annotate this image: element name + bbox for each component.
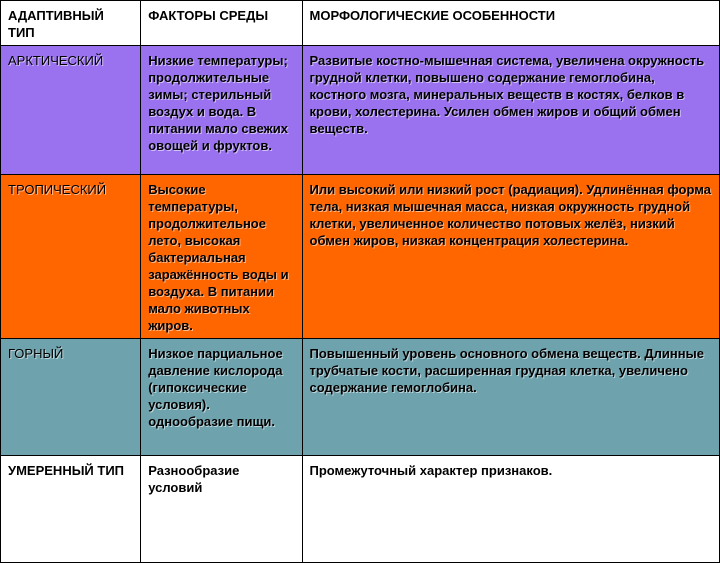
- row-type-mountain: ГОРНЫЙ: [1, 339, 141, 456]
- row-type-tropic: ТРОПИЧЕСКИЙ: [1, 175, 141, 339]
- row-features-tropic: Или высокий или низкий рост (радиация). Удлинённая форма тела, низкая мышечная масса, низкая окружность грудной клетки, увеличенное количество потовых желёз, низкий обмен жиров, низкая концентрация холестерина.: [302, 175, 720, 339]
- table-header-row: [1, 1, 720, 46]
- row-factors-tropic: Высокие температуры, продолжительное лето, высокая бактериальная заражённость воды и воздуха. В питании мало животных жиров.: [141, 175, 302, 339]
- row-factors-arctic: Низкие температуры; продолжительные зимы; стерильный воздух и вода. В питании мало свежих овощей и фруктов.: [141, 46, 302, 175]
- row-factors-mountain: Низкое парциальное давление кислорода (гипоксические условия). однообразие пищи.: [141, 339, 302, 456]
- row-features-temperate: Промежуточный характер признаков.: [302, 456, 720, 563]
- row-type-temperate: УМЕРЕННЫЙ ТИП: [1, 456, 141, 563]
- header-features: МОРФОЛОГИЧЕСКИЕ ОСОБЕННОСТИ: [302, 1, 720, 46]
- header-type: АДАПТИВНЫЙ ТИП: [1, 1, 141, 46]
- header-factors: ФАКТОРЫ СРЕДЫ: [141, 1, 302, 46]
- row-features-arctic: Развитые костно-мышечная система, увеличена окружность грудной клетки, повышено содержание гемоглобина, костного мозга, минеральных веществ в костях, белков в крови, холестерина. Усилен обмен жиров и общий обмен веществ.: [302, 46, 720, 175]
- table-row: [1, 175, 720, 339]
- table-row: [1, 456, 720, 563]
- table-row: [1, 339, 720, 456]
- row-features-mountain: Повышенный уровень основного обмена веществ. Длинные трубчатые кости, расширенная грудная клетка, увеличено содержание гемоглобина.: [302, 339, 720, 456]
- row-factors-temperate: Разнообразие условий: [141, 456, 302, 563]
- row-type-arctic: АРКТИЧЕСКИЙ: [1, 46, 141, 175]
- table-row: [1, 46, 720, 175]
